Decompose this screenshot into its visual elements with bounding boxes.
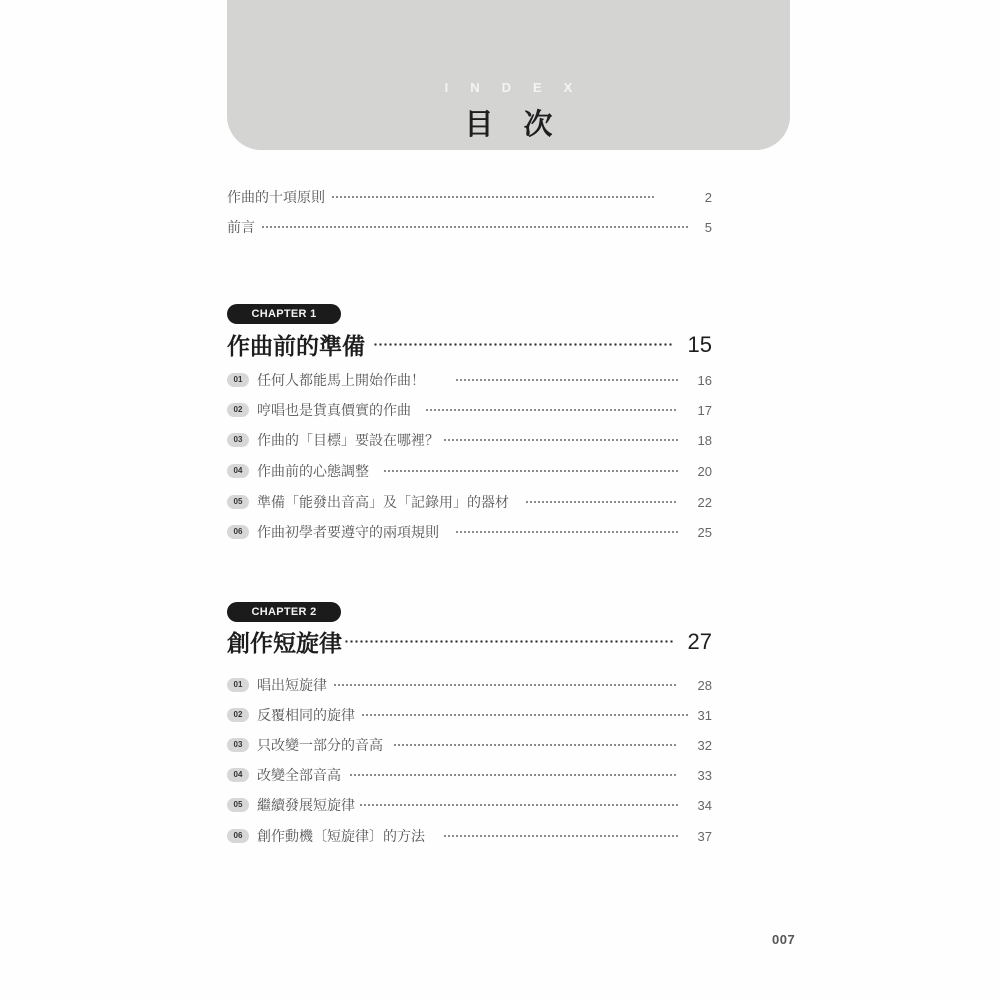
section-number-badge: 04 <box>227 768 249 782</box>
toc-entry-page: 5 <box>704 219 712 235</box>
toc-entry-label: 哼唱也是貨真價實的作曲 <box>257 403 411 419</box>
toc-entry-front-2[interactable] <box>227 217 712 237</box>
chapter-1-entry[interactable] <box>227 328 712 361</box>
toc-entry-1-04[interactable] <box>227 461 712 481</box>
toc-entry-page: 37 <box>697 828 712 844</box>
toc-entry-page: 28 <box>697 677 712 693</box>
toc-entry-page: 2 <box>704 189 712 205</box>
dot-leader <box>344 640 674 643</box>
toc-entry-page: 22 <box>697 494 712 510</box>
toc-entry-page: 33 <box>697 767 712 783</box>
chapter-2-entry[interactable] <box>227 625 712 658</box>
toc-entry-page: 34 <box>697 797 712 813</box>
chapter-2-badge: CHAPTER 2 <box>227 602 341 622</box>
toc-entry-page: 25 <box>697 524 712 540</box>
section-number-badge: 05 <box>227 495 249 509</box>
toc-entry-label: 作曲前的心態調整 <box>257 464 369 480</box>
section-number-badge: 05 <box>227 798 249 812</box>
section-number-badge: 03 <box>227 433 249 447</box>
toc-entry-label: 只改變一部分的音高 <box>257 738 383 754</box>
dot-leader <box>361 714 690 716</box>
dot-leader <box>455 379 678 381</box>
dot-leader <box>359 804 678 806</box>
page-number-folio: 007 <box>772 932 796 947</box>
toc-entry-1-05[interactable] <box>227 492 712 512</box>
page-title: 目次 <box>464 107 583 141</box>
chapter-title: 作曲前的準備 <box>227 334 365 360</box>
dot-leader <box>333 684 678 686</box>
toc-entry-1-01[interactable] <box>227 370 712 390</box>
toc-entry-2-04[interactable] <box>227 765 712 785</box>
toc-entry-page: 31 <box>697 707 712 723</box>
toc-entry-1-02[interactable] <box>227 400 712 420</box>
toc-entry-2-06[interactable] <box>227 826 712 846</box>
toc-entry-1-03[interactable] <box>227 430 712 450</box>
toc-entry-1-06[interactable] <box>227 522 712 542</box>
section-number-badge: 04 <box>227 464 249 478</box>
toc-entry-label: 任何人都能馬上開始作曲！ <box>257 373 425 389</box>
section-number-badge: 03 <box>227 738 249 752</box>
toc-entry-label: 創作動機〔短旋律〕的方法 <box>257 829 425 845</box>
dot-leader <box>261 226 688 228</box>
dot-leader <box>349 774 678 776</box>
toc-entry-2-05[interactable] <box>227 795 712 815</box>
toc-entry-label: 反覆相同的旋律 <box>257 708 355 724</box>
section-number-badge: 06 <box>227 829 249 843</box>
chapter-page: 27 <box>687 628 712 654</box>
section-number-badge: 02 <box>227 708 249 722</box>
chapter-page: 15 <box>687 331 712 357</box>
toc-entry-label: 前言 <box>227 220 255 236</box>
toc-entry-page: 16 <box>697 372 712 388</box>
chapter-1-badge: CHAPTER 1 <box>227 304 341 324</box>
dot-leader <box>383 470 678 472</box>
index-label: INDEX <box>444 80 595 95</box>
dot-leader <box>331 196 654 198</box>
toc-entry-label: 唱出短旋律 <box>257 678 327 694</box>
section-number-badge: 06 <box>227 525 249 539</box>
dot-leader <box>455 531 678 533</box>
toc-header-banner <box>227 0 790 150</box>
toc-entry-2-02[interactable] <box>227 705 712 725</box>
toc-entry-2-01[interactable] <box>227 675 712 695</box>
toc-entry-2-03[interactable] <box>227 735 712 755</box>
toc-entry-page: 32 <box>697 737 712 753</box>
toc-entry-page: 18 <box>697 432 712 448</box>
toc-entry-label: 作曲初學者要遵守的兩項規則 <box>257 525 439 541</box>
section-number-badge: 01 <box>227 678 249 692</box>
toc-entry-page: 20 <box>697 463 712 479</box>
toc-entry-label: 繼續發展短旋律 <box>257 798 355 814</box>
toc-entry-front-1[interactable] <box>227 187 712 207</box>
toc-entry-label: 準備「能發出音高」及「記錄用」的器材 <box>257 495 509 511</box>
dot-leader <box>443 439 678 441</box>
dot-leader <box>393 744 678 746</box>
dot-leader <box>373 343 674 346</box>
toc-entry-label: 作曲的「目標」要設在哪裡？ <box>257 433 439 449</box>
toc-entry-label: 改變全部音高 <box>257 768 341 784</box>
dot-leader <box>425 409 678 411</box>
toc-entry-label: 作曲的十項原則 <box>227 190 325 206</box>
dot-leader <box>443 835 678 837</box>
section-number-badge: 01 <box>227 373 249 387</box>
toc-entry-page: 17 <box>697 402 712 418</box>
chapter-title: 創作短旋律 <box>227 631 342 657</box>
dot-leader <box>525 501 678 503</box>
section-number-badge: 02 <box>227 403 249 417</box>
